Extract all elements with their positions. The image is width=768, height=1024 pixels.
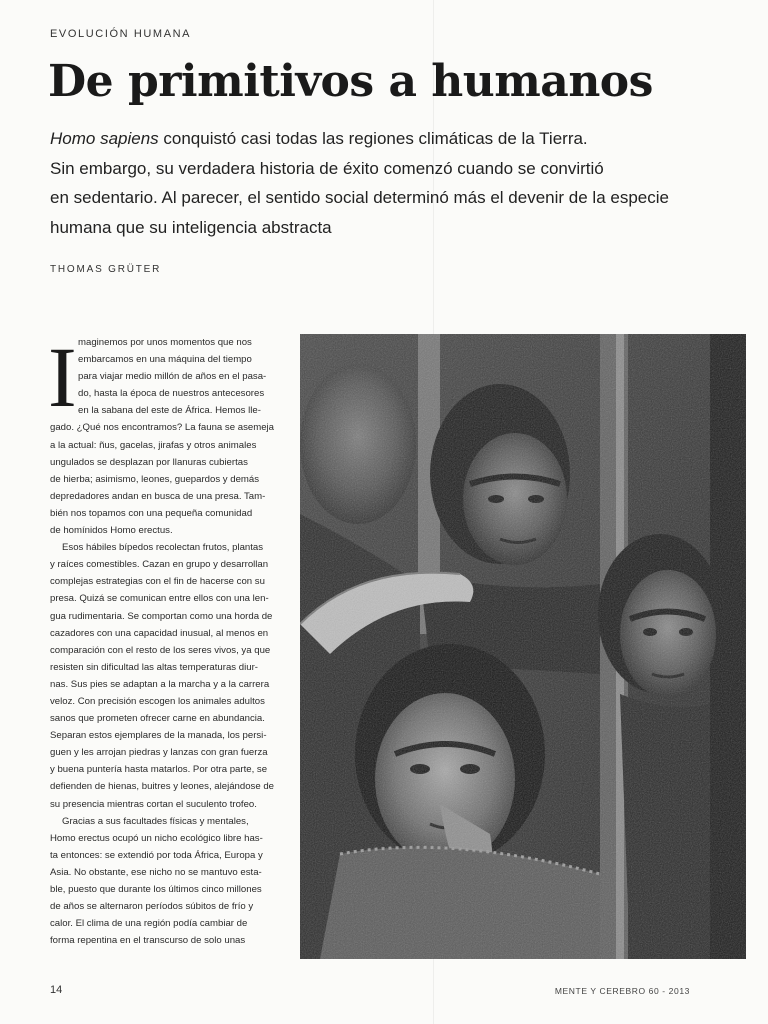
body-line: ble, puesto que durante los últimos cinco millones [50,884,262,895]
body-line: do, hasta la época de nuestros antecesores [78,388,265,400]
body-line: gado. ¿Qué nos encontramos? La fauna se asemeja [50,422,274,434]
body-line: complejas estrategias con el fin de hacerse con su [50,576,265,588]
drop-cap: I [48,329,77,425]
body-line: Gracias a sus facultades físicas y mentales, [62,815,249,827]
lead-line-3: en sedentario. Al parecer, el sentido social determinó más el devenir de la especie [50,188,669,207]
page-number: 14 [50,984,63,996]
lead-line-2: Sin embargo, su verdadera historia de éxito comenzó cuando se convirtió [50,158,604,178]
lead-species-name: Homo sapiens [50,129,159,148]
author-byline: THOMAS GRÜTER [50,264,162,275]
body-line: defienden de hienas, buitres y leones, alejándose de [50,781,275,793]
body-line: presa. Quizá se comunican entre ellos con una len- [50,593,269,605]
article-title: De primitivos a humanos [48,56,653,107]
body-line: forma repentina en el transcurso de solo unas [50,935,246,947]
body-line: y buena puntería hasta matarlos. Por otra parte, se [50,764,268,776]
body-line: nas. Sus pies se adaptan a la marcha y a la carrera [50,678,270,690]
body-line: de años se alternaron períodos súbitos de frío y [50,901,254,913]
section-label: EVOLUCIÓN HUMANA [50,28,192,40]
body-line: de hierba; asimismo, leones, guepardos y demás [50,473,260,485]
body-line: calor. El clima de una región podía cambiar de [50,918,248,930]
body-line: sanos que prometen ofrecer carne en abundancia. [50,713,265,725]
body-line: guen y les arrojan piedras y lanzas con gran fuerza [50,747,268,759]
body-line: embarcamos en una máquina del tiempo [78,354,252,366]
lead-line-1: Homo sapiens conquistó casi todas las regiones climáticas de la Tierra. [50,129,588,148]
body-line: Separan estos ejemplares de la manada, los persi- [50,730,267,742]
body-line: Homo erectus ocupó un nicho ecológico libre has- [50,832,263,844]
body-line: ta entonces: se extendió por toda África, Europa y [50,849,263,861]
body-line: Esos hábiles bípedos recolectan frutos, plantas [62,542,264,554]
body-line: y raíces comestibles. Cazan en grupo y desarrollan [50,559,269,571]
body-line: Asia. No obstante, ese nicho no se mantuvo esta- [50,866,262,878]
hominids-illustration [300,334,746,959]
article-lead [50,124,690,242]
body-line: maginemos por unos momentos que nos [78,337,252,348]
body-line: comparación con el resto de los seres vivos, ya que [50,644,271,656]
lead-line-4: humana que su inteligencia abstracta [50,217,332,237]
body-line: ungulados se desplazan por llanuras cubiertas [50,456,248,468]
body-line: depredadores andan en busca de una presa. Tam- [50,490,266,502]
body-line: cazadores con una capacidad inusual, al menos en [50,627,269,639]
body-line: gua rudimentaria. Se comportan como una horda de [50,610,273,622]
illustration-drawing [300,334,746,959]
body-line: para viajar medio millón de años en el pasa- [78,371,267,383]
body-line: a la actual: ñus, gacelas, jirafas y otros animales [50,439,257,451]
body-line: veloz. Con precisión escogen los animales adultos [50,695,265,707]
body-line: resisten sin dificultad las altas temperaturas diur- [50,661,258,673]
running-footer: MENTE Y CEREBRO 60 - 2013 [554,986,690,996]
body-line: de homínidos Homo erectus. [50,525,173,537]
body-line: su presencia mientras cortan el suculento trofeo. [50,798,257,810]
body-line: bién nos topamos con una pequeña comunidad [50,507,253,519]
article-body-column [48,329,288,949]
body-line: en la sabana del este de África. Hemos lle- [78,405,261,417]
